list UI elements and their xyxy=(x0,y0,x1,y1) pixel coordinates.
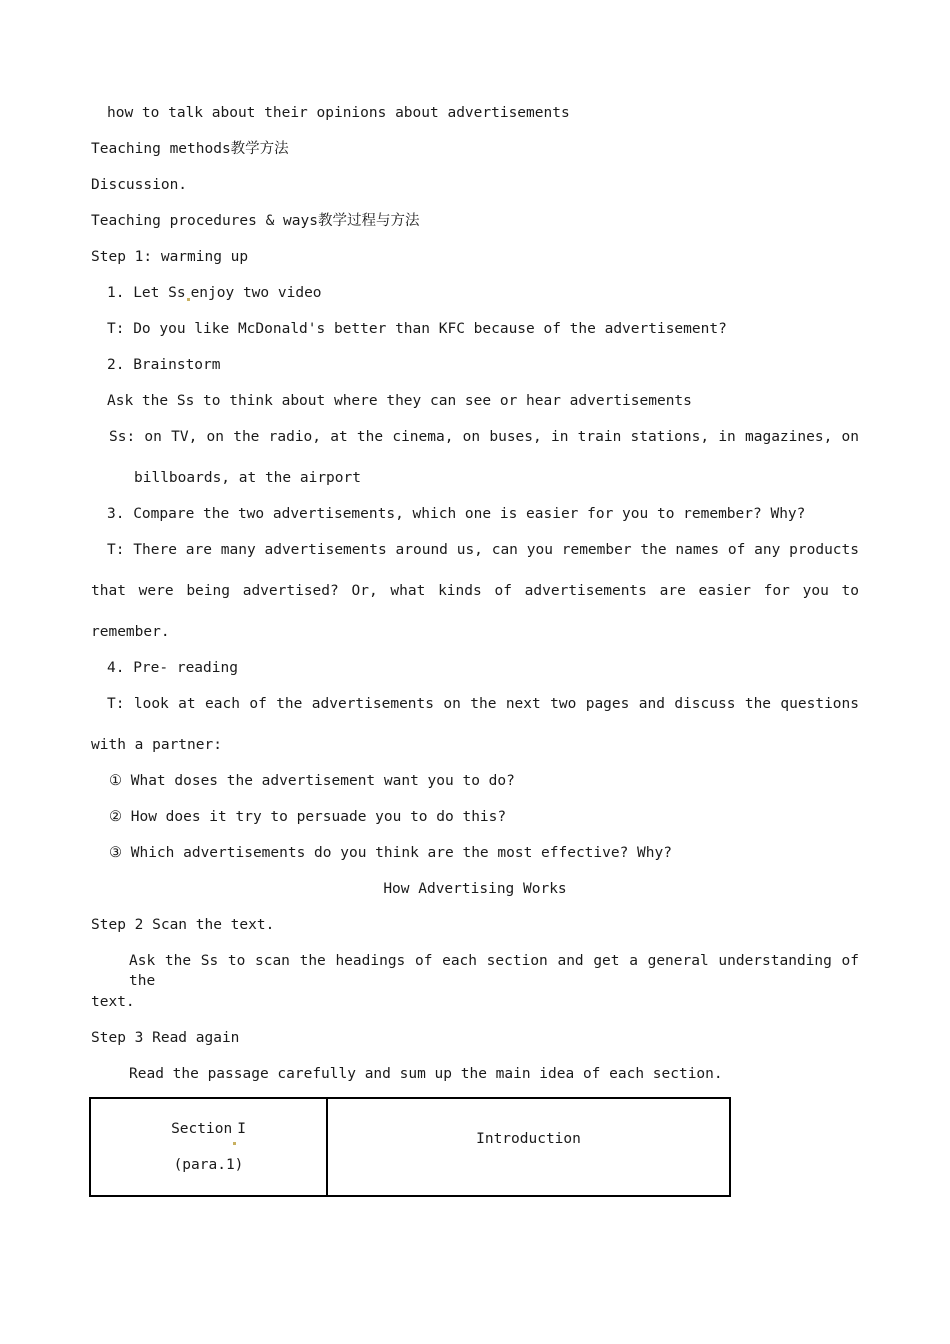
highlight-dot xyxy=(233,1142,236,1145)
step-3-heading: Step 3 Read again xyxy=(91,1030,240,1046)
pre-reading-instruction: T: look at each of the advertisements on the next two pages and discuss the questions xyxy=(107,696,859,712)
para-label: (para.1) xyxy=(173,1157,244,1173)
pre-reading-instruction-cont: with a partner: xyxy=(91,737,222,753)
question-2: ② How does it try to persuade you to do this? xyxy=(109,809,507,825)
heading-teaching-procedures: Teaching procedures & ways教学过程与方法 xyxy=(91,213,420,229)
step-1-item-1 xyxy=(107,283,322,303)
item-1-text-a: 1. Let Ss xyxy=(107,285,186,301)
teacher-question-1: T: Do you like McDonald's better than KFC because of the advertisement? xyxy=(107,321,727,337)
step-2-instruction: Ask the Ss to scan the headings of each section and get a general understanding of the xyxy=(129,953,859,989)
section-word: Section xyxy=(171,1121,233,1137)
step-1-item-4: 4. Pre- reading xyxy=(107,660,238,676)
section-cell xyxy=(90,1098,327,1196)
step-3-instruction: Read the passage carefully and sum up the main idea of each section. xyxy=(129,1066,723,1082)
question-3: ③ Which advertisements do you think are the most effective? Why? xyxy=(109,845,672,861)
step-2-instruction-cont: text. xyxy=(91,994,135,1010)
main-idea-text: Introduction xyxy=(476,1131,581,1147)
step-1-heading: Step 1: warming up xyxy=(91,249,249,265)
teacher-question-2: T: There are many advertisements around us, can you remember the names of any products xyxy=(107,542,859,558)
students-answer: Ss: on TV, on the radio, at the cinema, on buses, in train stations, in magazines, on xyxy=(109,429,859,445)
objective-line: how to talk about their opinions about advertisements xyxy=(107,105,570,121)
section-label xyxy=(91,1111,326,1147)
section-number: I xyxy=(237,1121,246,1137)
teacher-question-2-end: remember. xyxy=(91,624,170,640)
step-2-heading: Step 2 Scan the text. xyxy=(91,917,275,933)
text-title: How Advertising Works xyxy=(383,881,567,897)
section-table xyxy=(89,1097,731,1197)
teacher-question-2-cont: that were being advertised? Or, what kinds of advertisements are easier for you to xyxy=(91,583,859,599)
heading-teaching-methods: Teaching methods教学方法 xyxy=(91,141,289,157)
step-1-item-2: 2. Brainstorm xyxy=(107,357,221,373)
main-idea-cell xyxy=(327,1098,730,1196)
brainstorm-instruction: Ask the Ss to think about where they can see or hear advertisements xyxy=(107,393,692,409)
step-1-item-3: 3. Compare the two advertisements, which one is easier for you to remember? Why? xyxy=(107,506,806,522)
method-discussion: Discussion. xyxy=(91,177,188,193)
students-answer-cont: billboards, at the airport xyxy=(134,470,361,486)
highlight-dot xyxy=(187,298,190,301)
table-row xyxy=(90,1098,730,1196)
question-1: ① What doses the advertisement want you to do? xyxy=(109,773,515,789)
item-1-text-b: enjoy two video xyxy=(190,285,322,301)
